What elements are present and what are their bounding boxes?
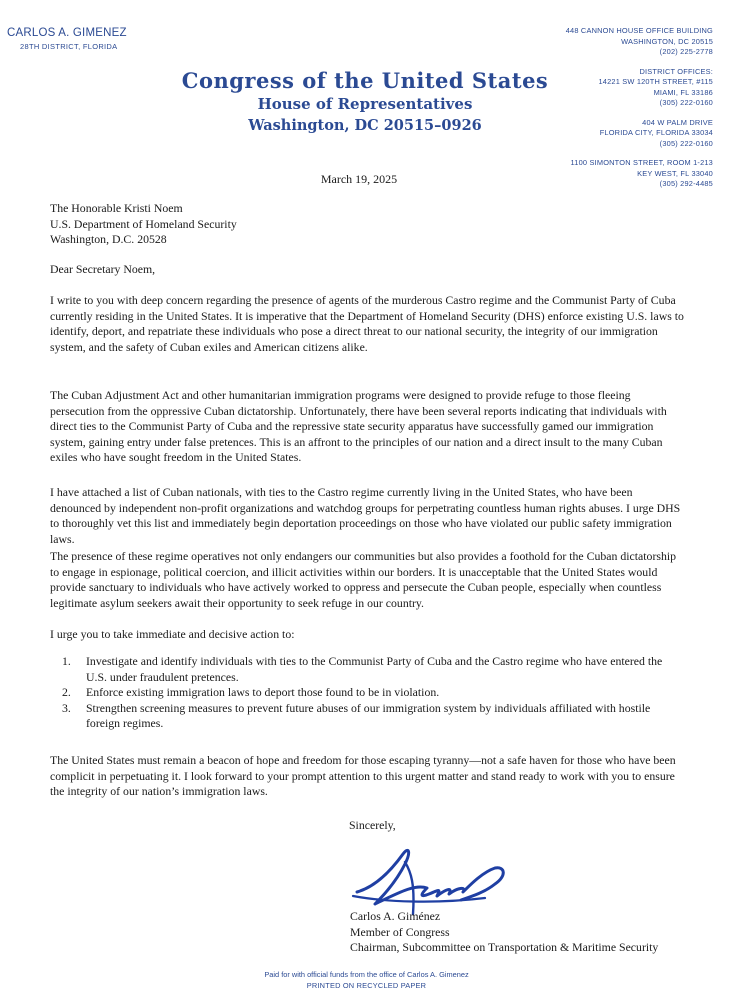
letter-date: March 19, 2025 <box>320 172 398 186</box>
paragraph-5: I urge you to take immediate and decisive action to: <box>50 627 295 641</box>
footer-funding-note: Paid for with official funds from the office of Carlos A. Gimenez <box>264 970 469 979</box>
letterhead <box>180 68 550 136</box>
list-item <box>62 701 686 732</box>
closing: Sincerely, <box>349 818 396 832</box>
letterhead-house: House of Representatives <box>257 95 473 113</box>
salutation: Dear Secretary Noem, <box>50 262 156 276</box>
footer-recycled-note: PRINTED ON RECYCLED PAPER <box>306 981 427 990</box>
list-number: 2. <box>62 685 71 699</box>
office-line: (305) 292-4485 <box>659 179 713 188</box>
signer-name: Carlos A. Giménez <box>350 909 441 923</box>
district-offices-heading: DISTRICT OFFICES: <box>639 66 713 76</box>
list-text: Strengthen screening measures to prevent future abuses of our immigration system by individuals affiliated with hostile foreign regimes. <box>86 700 651 730</box>
recipient-line: The Honorable Kristi Noem <box>50 201 183 215</box>
paragraph-4: The presence of these regime operatives not only endangers our communities but also provides a foothold for the Cuban dictatorship to engage in espionage, political coercion, and illicit activities within our borders. It is unacceptable that the United States would provide sanctuary to individuals who have actively worked to oppress and persecute the Cuban people, especially when countless legitimate asylum seekers await their opportunity to seek refuge in our country. <box>50 549 677 610</box>
office-line: (305) 222-0160 <box>659 98 713 107</box>
office-key-west <box>523 158 713 190</box>
recipient-line: U.S. Department of Homeland Security <box>50 216 237 231</box>
office-line: KEY WEST, FL 33040 <box>637 168 713 178</box>
member-header <box>7 27 127 51</box>
action-list <box>62 654 686 732</box>
recipient-address <box>50 201 686 248</box>
footer <box>0 969 733 991</box>
office-line: FLORIDA CITY, FLORIDA 33034 <box>599 128 713 137</box>
member-district: 28TH DISTRICT, FLORIDA <box>20 42 118 51</box>
office-miami <box>523 67 713 109</box>
office-dc <box>523 26 713 58</box>
member-name: CARLOS A. GIMENEZ <box>7 27 127 39</box>
list-text: Investigate and identify individuals with ties to the Communist Party of Cuba and the Castro regime who have entered the U.S. under fraudulent pretences. <box>86 654 663 684</box>
list-number: 1. <box>62 654 71 668</box>
recipient-line: Washington, D.C. 20528 <box>50 232 167 246</box>
office-line: 448 CANNON HOUSE OFFICE BUILDING <box>565 26 713 35</box>
signer-role: Chairman, Subcommittee on Transportation & Maritime Security <box>350 940 659 954</box>
list-text: Enforce existing immigration laws to deport those found to be in violation. <box>86 685 440 699</box>
office-line: (202) 225-2778 <box>659 47 713 56</box>
office-addresses <box>523 26 713 199</box>
list-number: 3. <box>62 700 71 715</box>
office-florida-city <box>523 118 713 150</box>
signature-block <box>350 909 658 956</box>
list-item <box>62 685 686 701</box>
paragraph-2: The Cuban Adjustment Act and other humanitarian immigration programs were designed to provide refuge to those fleeing persecution from the oppressive Cuban dictatorship. Unfortunately, there have been several reports indicating that individuals with direct ties to the Communist Party of Cuba and the repressive state security apparatus have successfully gamed our immigration system, gaining entry under false pretences. This is an affront to the principles of our nation and a direct insult to the many Cuban exiles who have sought freedom in the United States. <box>50 388 667 464</box>
office-line: 14221 SW 120TH STREET, #115 <box>598 77 713 86</box>
office-line: 1100 SIMONTON STREET, ROOM 1-213 <box>570 158 713 167</box>
office-line: (305) 222-0160 <box>659 138 713 148</box>
letterhead-address: Washington, DC 20515–0926 <box>248 117 482 134</box>
paragraph-3: I have attached a list of Cuban nationals, with ties to the Castro regime currently living in the United States, who have been denounced by independent non-profit organizations and watchdog groups for perpetrating countless human rights abuses. I urge DHS to thoroughly vet this list and immediately begin deportation proceedings on those who have violated our public safety immigration laws. <box>50 485 681 546</box>
paragraph-1: I write to you with deep concern regarding the presence of agents of the murderous Castro regime and the Communist Party of Cuba currently residing in the United States. It is imperative that the Department of Homeland Security (DHS) enforce existing U.S. laws to identify, deport, and repatriate these individuals who pose a direct threat to our national security, the integrity of our immigration system, and the safety of Cuban exiles and American citizens alike. <box>50 293 684 354</box>
office-line: MIAMI, FL 33186 <box>653 87 713 97</box>
paragraph-6: The United States must remain a beacon of hope and freedom for those escaping tyranny—not a safe haven for those who have been complicit in perpetuating it. I look forward to your prompt attention to this urgent matter and stand ready to work with you to ensure the integrity of our nation’s immigration laws. <box>50 753 676 798</box>
letterhead-congress: Congress of the United States <box>181 68 549 93</box>
office-line: WASHINGTON, DC 20515 <box>621 36 713 46</box>
list-item <box>62 654 686 685</box>
office-line: 404 W PALM DRIVE <box>642 117 713 127</box>
signer-title: Member of Congress <box>350 924 450 939</box>
